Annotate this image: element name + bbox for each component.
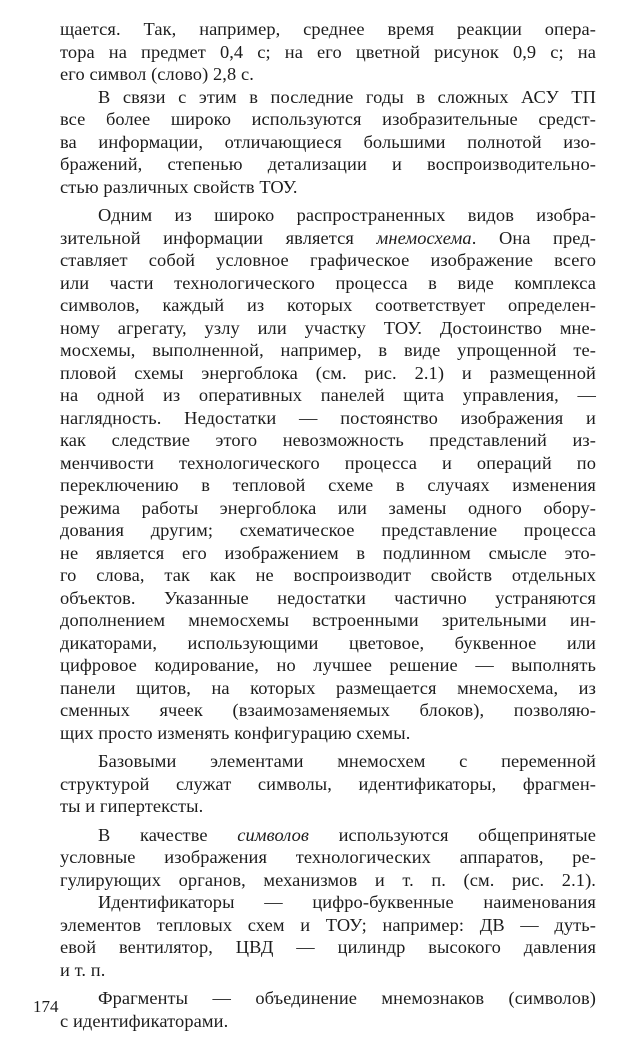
text-line: все более широко используются изобразительные средст- <box>60 109 596 129</box>
text-line: объектов. Указанные недостатки частично устраняются <box>60 587 596 608</box>
text-line: цифровое кодирование, но лучшее решение — выполнять <box>60 655 596 675</box>
document-page <box>60 18 596 1032</box>
text-line: ва информации, отличающиеся большими полнотой изо- <box>60 131 596 152</box>
paragraph-1 <box>60 18 596 86</box>
paragraph-6 <box>60 891 596 981</box>
text-line: дикаторами, использующими цветовое, буквенное или <box>60 632 596 653</box>
text-line: структурой служат символы, идентификаторы, фрагмен- <box>60 773 596 794</box>
text-line: щается. Так, например, среднее время реакции опера- <box>60 19 596 39</box>
text-line: Базовыми элементами мнемосхем с переменной <box>98 751 596 771</box>
text-line: щих просто изменять конфигурацию схемы. <box>60 722 411 743</box>
text-line: наглядность. Недостатки — постоянство изображения и <box>60 407 596 428</box>
text-line: евой вентилятор, ЦВД — цилиндр высокого давления <box>60 937 596 957</box>
paragraph-2 <box>60 86 596 199</box>
text-line: гулирующих органов, механизмов и т. п. (см. рис. 2.1). <box>60 869 596 890</box>
text-line: панели щитов, на которых размещается мнемосхема, из <box>60 677 596 698</box>
text-line: дополнением мнемосхемы встроенными зрительными ин- <box>60 610 596 630</box>
text-line: сменных ячеек (взаимозаменяемых блоков), позволяю- <box>60 700 596 720</box>
page-number: 174 <box>33 997 59 1016</box>
text-line: переключению в тепловой схеме в случаях изменения <box>60 475 596 495</box>
text-line: или части технологического процесса в виде комплекса <box>60 272 596 293</box>
paragraph-7 <box>60 987 596 1032</box>
text-fragment: . Она пред- <box>471 227 596 248</box>
term-mnemoscheme: мнемосхема <box>376 227 472 248</box>
text-line: го слова, так как не воспроизводит свойств отдельных <box>60 565 596 585</box>
text-line: ты и гипертексты. <box>60 796 204 816</box>
text-fragment: используются общепринятые <box>309 824 596 845</box>
text-line: элементов тепловых схем и ТОУ; например: ДВ — дуть- <box>60 914 596 935</box>
text-line: ному агрегату, узлу или участку ТОУ. Достоинство мне- <box>60 317 596 338</box>
text-line: и т. п. <box>60 959 106 980</box>
text-line: бражений, степенью детализации и воспроизводительно- <box>60 154 596 174</box>
paragraph-5 <box>60 824 596 892</box>
text-line: Одним из широко распространенных видов изобра- <box>98 205 596 225</box>
text-line: Фрагменты — объединение мнемознаков (символов) <box>98 988 596 1008</box>
text-line: мосхемы, выполненной, например, в виде упрощенной те- <box>60 340 596 360</box>
text-line: условные изображения технологических аппаратов, ре- <box>60 847 596 867</box>
text-line: менчивости технологического процесса и операций по <box>60 452 596 473</box>
term-symbols: символов <box>237 824 310 845</box>
text-fragment: В качестве <box>98 824 238 845</box>
text-line: тора на предмет 0,4 с; на его цветной рисунок 0,9 с; на <box>60 41 596 62</box>
text-line: пловой схемы энергоблока (см. рис. 2.1) и размещенной <box>60 362 596 383</box>
text-fragment: зительной информации является <box>60 227 377 248</box>
text-line: режима работы энергоблока или замены одного обору- <box>60 497 596 518</box>
text-line <box>60 227 596 250</box>
text-line: Идентификаторы — цифро-буквенные наименования <box>98 892 596 912</box>
text-line: с идентификаторами. <box>60 1010 229 1031</box>
text-line: на одной из оперативных панелей щита управления, — <box>60 385 596 405</box>
text-line: дования другим; схематическое представление процесса <box>60 520 596 540</box>
text-line: В связи с этим в последние годы в сложных АСУ ТП <box>98 86 596 107</box>
paragraph-3 <box>60 204 596 744</box>
text-line: ставляет собой условное графическое изображение всего <box>60 250 596 270</box>
text-line <box>60 824 596 847</box>
text-line: символов, каждый из которых соответствует определен- <box>60 295 596 315</box>
text-line: стью различных свойств ТОУ. <box>60 176 298 197</box>
text-line: как следствие этого невозможность представлений из- <box>60 430 596 450</box>
text-line: не является его изображением в подлинном смысле это- <box>60 542 596 563</box>
paragraph-4 <box>60 750 596 818</box>
text-line: его символ (слово) 2,8 с. <box>60 64 254 84</box>
